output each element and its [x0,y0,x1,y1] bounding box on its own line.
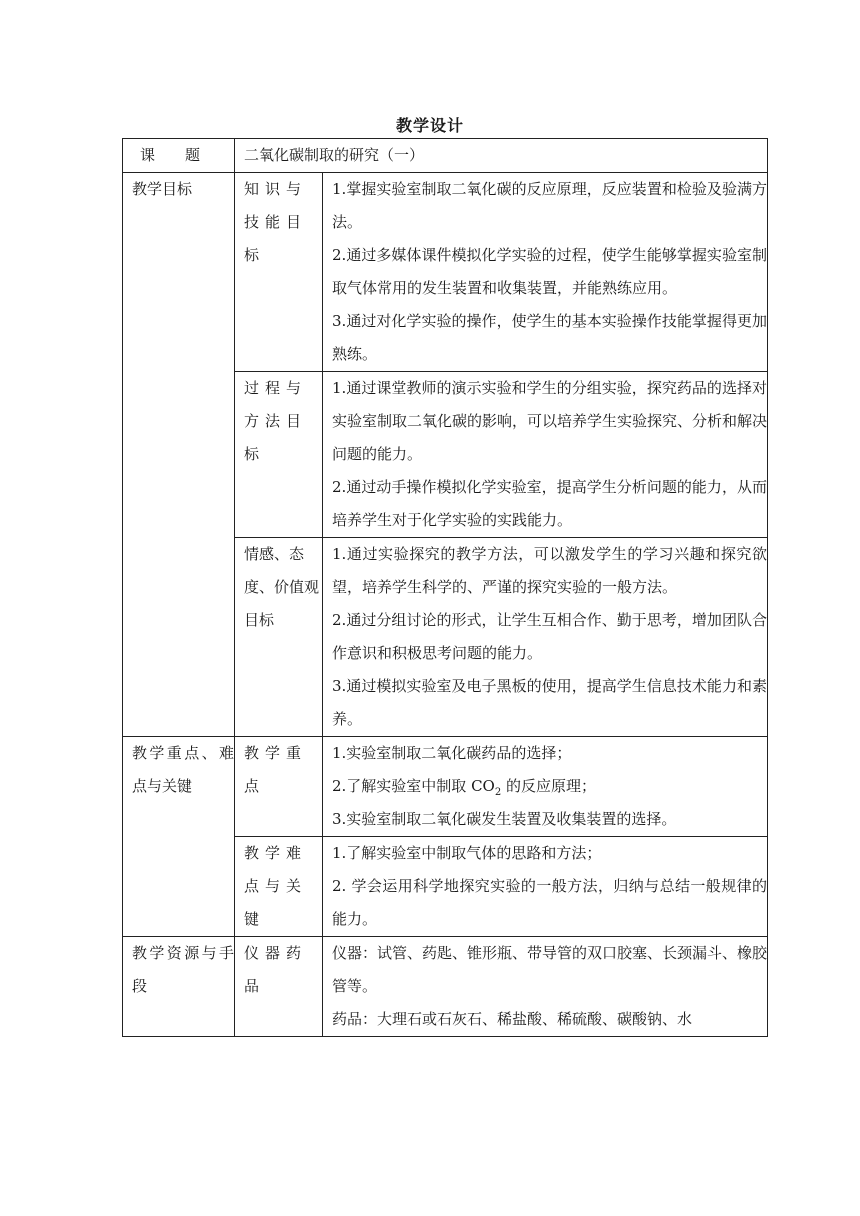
lesson-plan-table [122,138,768,1037]
objectives-label-cell [123,173,235,737]
objectives-knowledge-row [123,173,768,372]
instruments-label: 仪器药品 [244,944,308,995]
process-item-1: 1.通过课堂教师的演示实验和学生的分组实验，探究药品的选择对实验室制取二氧化碳的影响，可以培养学生实验探究、分析和解决问题的能力。 [332,379,768,463]
focus-item-2-prefix: 2.了解实验室中制取 CO [332,777,495,795]
resources-label: 教学资源与手段 [132,944,234,995]
emotion-item-1: 1.通过实验探究的教学方法，可以激发学生的学习兴趣和探究欲望，培养学生科学的、严谨的探究实验的一般方法。 [332,545,768,596]
process-content-cell [323,372,768,538]
instruments-item-1: 仪器：试管、药匙、锥形瓶、带导管的双口胶塞、长颈漏斗、橡胶管等。 [332,944,768,995]
topic-label: 课题 [140,146,200,164]
key-points-label: 教学重点、难点与关键 [132,744,234,795]
process-item-2: 2.通过动手操作模拟化学实验室，提高学生分析问题的能力，从而培养学生对于化学实验的实践能力。 [332,478,768,529]
instruments-content-cell [323,937,768,1037]
difficulty-item-1: 1.了解实验室中制取气体的思路和方法； [332,844,602,862]
resources-row [123,937,768,1037]
objectives-label: 教学目标 [132,180,193,198]
knowledge-item-3: 3.通过对化学实验的操作，使学生的基本实验操作技能掌握得更加熟练。 [332,312,768,363]
resources-label-cell [123,937,235,1037]
emotion-item-3: 3.通过模拟实验室及电子黑板的使用，提高学生信息技术能力和素养。 [332,677,768,728]
difficulty-content-cell [323,837,768,937]
process-label-cell [235,372,323,538]
topic-value: 二氧化碳制取的研究（一） [244,146,425,164]
key-points-label-cell [123,737,235,937]
topic-label-cell [123,139,235,173]
focus-content-cell [323,737,768,837]
difficulty-item-2: 2. 学会运用科学地探究实验的一般方法，归纳与总结一般规律的能力。 [332,877,768,928]
document-title: 教学设计 [395,116,464,135]
focus-item-3: 3.实验室制取二氧化碳发生装置及收集装置的选择。 [332,810,677,828]
emotion-label-cell [235,538,323,737]
instruments-item-2: 药品：大理石或石灰石、稀盐酸、稀硫酸、碳酸钠、水 [332,1010,693,1028]
topic-value-cell [235,139,768,173]
knowledge-label: 知识与技能目标 [244,180,308,264]
focus-item-2-suffix: 的反应原理； [501,777,597,795]
difficulty-label: 教学难点与关键 [244,844,308,928]
knowledge-item-2: 2.通过多媒体课件模拟化学实验的过程，使学生能够掌握实验室制取气体常用的发生装置和收集装置，并能熟练应用。 [332,246,768,297]
focus-label: 教学重点 [244,744,308,795]
emotion-content-cell [323,538,768,737]
focus-item-1: 1.实验室制取二氧化碳药品的选择； [332,744,572,762]
knowledge-label-cell [235,173,323,372]
emotion-label: 情感、态度、价值观目标 [244,545,320,629]
difficulty-label-cell [235,837,323,937]
focus-label-cell [235,737,323,837]
knowledge-content-cell [323,173,768,372]
emotion-item-2: 2.通过分组讨论的形式，让学生互相合作、勤于思考，增加团队合作意识和积极思考问题的能力。 [332,611,768,662]
process-label: 过程与方法目标 [244,379,308,463]
instruments-label-cell [235,937,323,1037]
focus-item-2-subscript: 2 [494,787,502,798]
knowledge-item-1: 1.掌握实验室制取二氧化碳的反应原理，反应装置和检验及验满方法。 [332,180,768,231]
focus-item-2 [332,770,767,803]
topic-row [123,139,768,173]
key-focus-row [123,737,768,837]
